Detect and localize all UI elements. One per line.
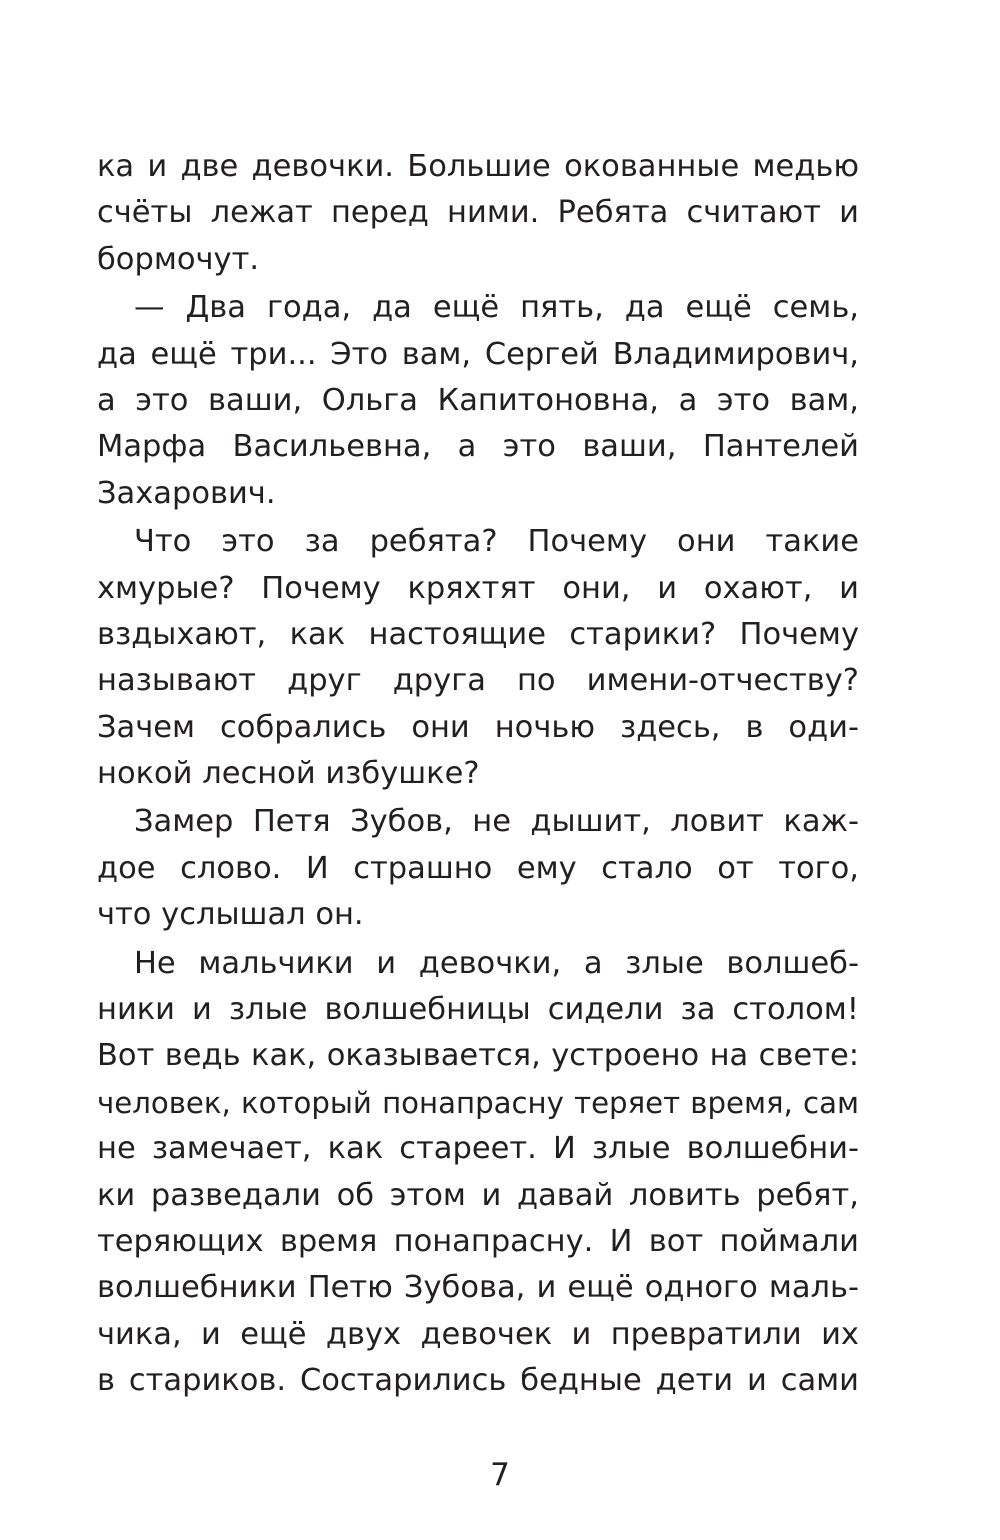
- text-line: хмурые? Почему кряхтят они, и охают, и: [97, 570, 859, 606]
- text-line: Замер Петя Зубов, не дышит, ловит каж-: [134, 804, 859, 840]
- paragraph-2: [97, 285, 859, 517]
- text-line: человек, который понапрасну теряет время, сам: [97, 1085, 859, 1120]
- text-line: ка и две девочки. Большие окованные медью: [97, 149, 859, 184]
- text-line: счёты лежат перед ними. Ребята считают и: [97, 195, 859, 231]
- text-line: чика, и ещё двух девочек и превратили их: [97, 1316, 859, 1352]
- text-line: Захарович.: [97, 475, 276, 511]
- text-line: да ещё три... Это вам, Сергей Владимирович,: [97, 336, 859, 372]
- text-line: бормочут.: [97, 241, 260, 277]
- text-line: в стариков. Состарились бедные дети и сами: [97, 1363, 859, 1399]
- page-text: [97, 144, 859, 1405]
- text-line: дое слово. И страшно ему стало от того,: [97, 850, 859, 886]
- text-line: Зачем собрались они ночью здесь, в оди-: [97, 709, 859, 745]
- text-line: — Два года, да ещё пять, да ещё семь,: [134, 290, 859, 326]
- text-line: ки разведали об этом и давай ловить ребят,: [97, 1177, 859, 1213]
- text-line: Вот ведь как, оказывается, устроено на свете:: [97, 1038, 859, 1074]
- text-line: Не мальчики и девочки, а злые волшеб-: [134, 945, 859, 981]
- text-line: называют друг друга по имени-отчеству?: [97, 663, 859, 699]
- text-line: а это ваши, Ольга Капитоновна, а это вам,: [97, 382, 859, 418]
- paragraph-1: [97, 144, 859, 283]
- text-line: не замечает, как стареет. И злые волшебни-: [97, 1131, 859, 1167]
- text-line: Что это за ребята? Почему они такие: [134, 524, 859, 560]
- text-line: теряющих время понапрасну. И вот поймали: [97, 1223, 859, 1259]
- paragraph-5: [97, 941, 859, 1405]
- text-line: волшебники Петю Зубова, и ещё одного маль-: [97, 1270, 859, 1306]
- paragraph-4: [97, 799, 859, 938]
- text-line: ники и злые волшебницы сидели за столом!: [97, 992, 859, 1028]
- text-line: Марфа Васильевна, а это ваши, Пантелей: [97, 429, 859, 465]
- text-line: что услышал он.: [97, 897, 364, 933]
- text-line: нокой лесной избушке?: [97, 756, 480, 792]
- paragraph-3: [97, 519, 859, 797]
- text-line: вздыхают, как настоящие старики? Почему: [97, 616, 859, 652]
- page-number: 7: [490, 1457, 510, 1493]
